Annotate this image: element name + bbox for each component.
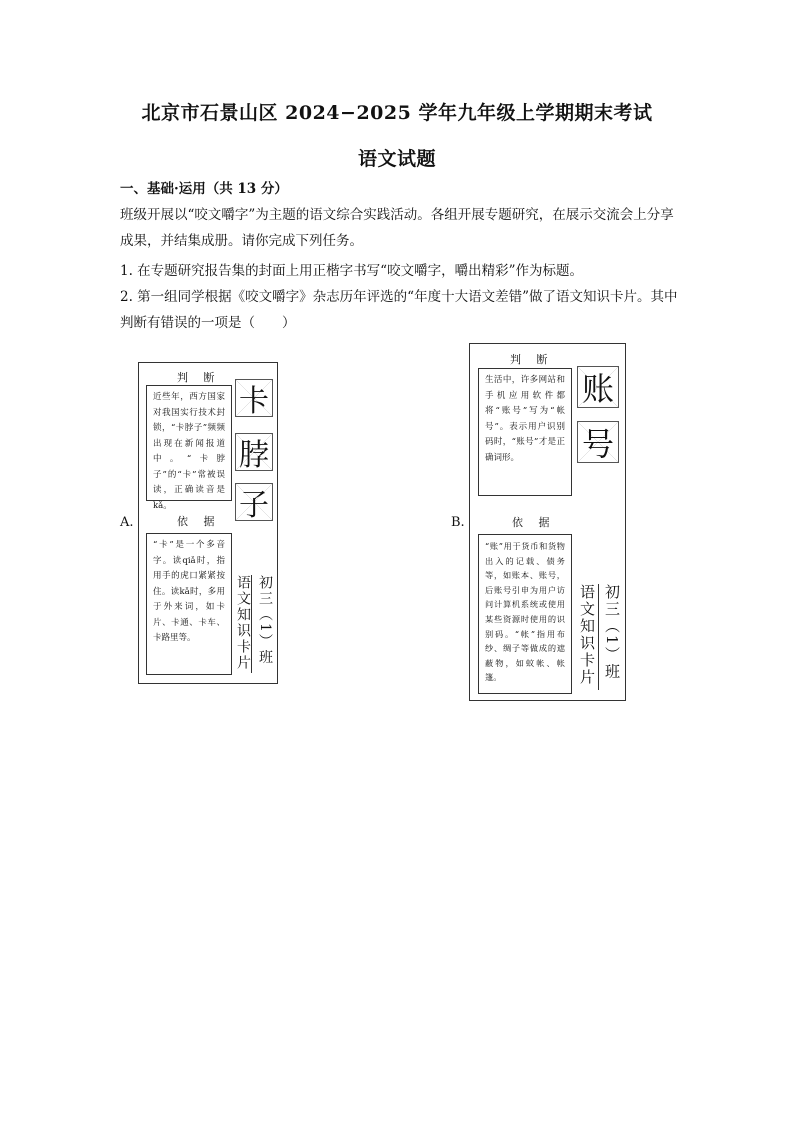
card-a-judge-box: 近些年，西方国家对我国实行技术封锁，“卡脖子”频频出现在新闻报道中。“卡脖子”的“卡”常被误读，正确读音是kǎ。 — [146, 385, 232, 501]
card-b-char-1: 账 — [577, 366, 619, 408]
card-a-char-1: 卡 — [235, 379, 273, 417]
card-a-card-name: 语文知识卡片 — [235, 575, 251, 671]
card-b-basis-box: “账”用于货币和货物出入的记载、债务等，如账本、账号，后账号引申为用户访问计算机系统或使用某些资源时使用的识别码。“帐”指用布纱、绸子等做成的遮蔽物，如蚊帐、帐篷。 — [478, 534, 572, 694]
question-2: 2. 第一组同学根据《咬文嚼字》杂志历年评选的“年度十大语文差错”做了语文知识卡片。其中判断有错误的一项是（ ） — [120, 289, 678, 331]
page-title: 北京市石景山区 2024−2025 学年九年级上学期期末考试 — [141, 102, 653, 124]
knowledge-card-a — [138, 362, 278, 684]
card-a-basis-box: “卡”是一个多音字。读qiǎ时，指用手的虎口紧紧按住。读kǎ时，多用于外来词，如卡片、卡通、卡车、卡路里等。 — [146, 533, 232, 675]
card-a-char-3: 子 — [235, 483, 273, 521]
card-b-card-name: 语文知识卡片 — [578, 584, 596, 686]
section-heading: 一、基础·运用（共 13 分） — [120, 181, 288, 197]
card-a-class-name: 初三（1）班 — [257, 575, 273, 666]
question-1: 1. 在专题研究报告集的封面上用正楷字书写“咬文嚼字，嚼出精彩”作为标题。 — [120, 263, 583, 279]
card-b-divider — [598, 584, 599, 690]
card-a-char-2: 脖 — [235, 433, 273, 471]
card-b-class-name: 初三（1）班 — [603, 584, 621, 681]
option-b-label: B. — [451, 515, 465, 530]
card-b-judge-label: 判 断 — [510, 353, 554, 366]
page-subtitle: 语文试题 — [357, 148, 436, 170]
section-intro: 班级开展以“咬文嚼字”为主题的语文综合实践活动。各组开展专题研究，在展示交流会上分享成果，并结集成册。请你完成下列任务。 — [120, 207, 674, 249]
card-a-basis-label: 依 据 — [177, 515, 221, 528]
card-b-basis-label: 依 据 — [512, 516, 556, 529]
option-a-label: A. — [120, 515, 134, 530]
card-b-char-2: 号 — [577, 421, 619, 463]
knowledge-card-b — [469, 343, 626, 701]
card-a-judge-label: 判 断 — [177, 371, 221, 384]
card-b-judge-box: 生活中，许多网站和手机应用软件都将“账号”写为“帐号”。表示用户识别码时，“账号”才是正确词形。 — [478, 368, 572, 496]
